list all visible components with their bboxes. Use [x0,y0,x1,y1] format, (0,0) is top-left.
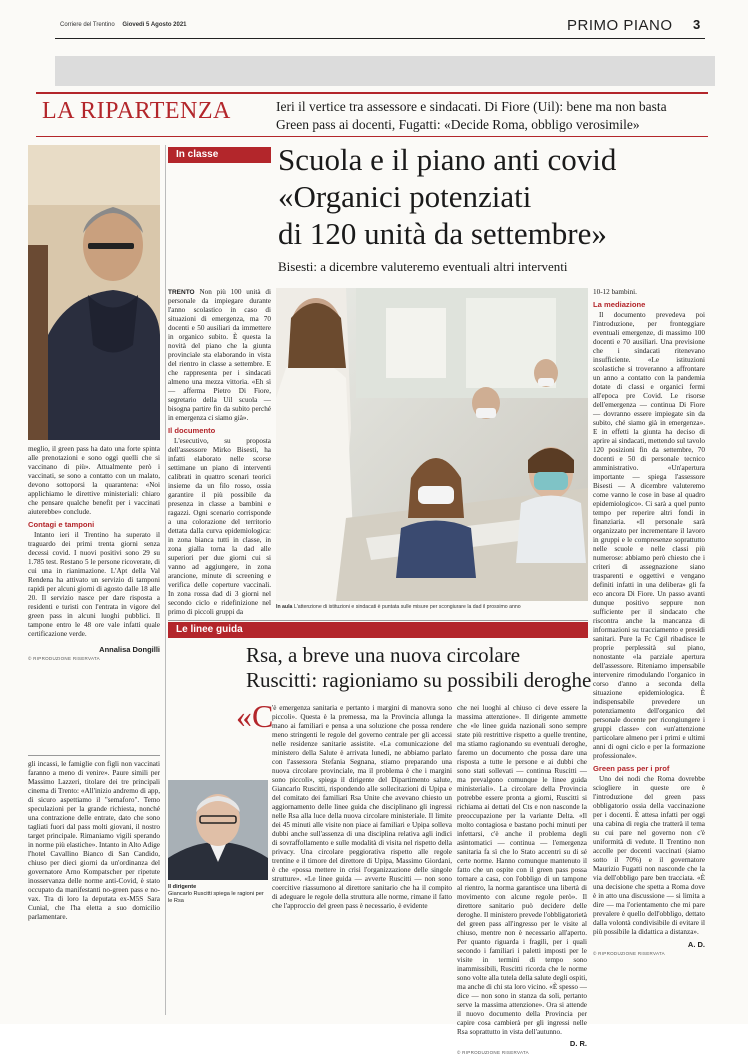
left-col-subhead: Contagi e tamponi [28,520,95,529]
banner-line-1: Ieri il vertice tra assessore e sindacati. Di Fiore (Uil): bene ma non basta [276,99,667,114]
second-article-column-2 [457,704,587,1055]
right-col-top-line: 10-12 bambini. [593,288,637,296]
dateline: TRENTO [168,289,195,296]
second-article-column-1 [272,704,452,1004]
section-tag-in-classe: In classe [168,147,271,163]
second-article-top-rule [168,620,588,621]
main-headline-1: Scuola e il piano anti covid [278,142,617,177]
dropcap: «C [236,698,274,734]
main-headline-2: «Organici potenziati [278,179,532,214]
right-col-copyright: © RIPRODUZIONE RISERVATA [593,951,665,956]
column-divider [165,145,166,1015]
main-headline-3: di 120 unità da settembre» [278,216,607,251]
banner-line-2: Green pass ai docenti, Fugatti: «Decide Roma, obbligo verosimile» [276,117,640,132]
banner [36,92,708,137]
left-col-signature: Annalisa Dongilli [99,645,160,654]
main-col1-paragraph-1: Non più 100 unità di personale da impiegare durante l'anno scolastico in caso di situazioni di emergenza, ma 70 docenti e 50 ausiliari da immettere in organico subito. È questa la novità del piano che la giunta provinciale sta elaborando in vista del rientro in classe a settembre. E che rappresenta per i sindacati almeno una mezza vittoria. «Eh sì — afferma Pietro Di Fiore, segretario della Uil scuola — bisogna partire fin da subito perché in emergenza ci siamo già». [168,288,272,422]
left-col-paragraph-1: meglio, il green pass ha dato una forte spinta alle prenotazioni e sono oggi quelli che si vaccinano di più». Attualmente però i vaccinati, se sono a contatto con un malato, devono sottoporsi la quarantena: «Noi applichiamo le direttive ministeriali: chiaro che pensare qualche benefit per i vaccinati aiuterebbe» conclude. [28,445,160,516]
second-signature: D. R. [569,1039,587,1048]
ruscitti-photo-caption [168,884,268,905]
main-col1-subhead: Il documento [168,426,216,435]
issue-date: Giovedì 5 Agosto 2021 [122,22,187,28]
left-col-copyright: © RIPRODUZIONE RISERVATA [28,656,100,661]
right-col-signature: A. D. [687,940,705,949]
header-rule [55,38,705,39]
left-column-bottom-text [28,760,160,1010]
main-col1-paragraph-2: L'esecutivo, su proposta dell'assessore Mirko Bisesti, ha infatti elaborato nelle scorse settimane un piano di interventi calibrati in quattro scenari teorici insieme da un filo rosso, ossia garantire il più possibile da presenza in classe a bambini e ragazzi. Ogni scenario corrisponde a una colorazione del territorio dettata dalla curva epidemiologica: in zona bianca tutti in classe, in zona gialla torna la dad alle superiori per due giorni cui si vanno ad aggiungere, in zona arancione, minute di screening e verifica delle coperture vaccinali. In zona rossa dad di 3 giorni nel secondo ciclo e ridefinizione nel primo di piccoli gruppi da [168,437,271,616]
classroom-photo-caption [276,603,588,613]
right-col-paragraph-2: Uno dei nodi che Roma dovrebbe sciogliere in queste ore è l'introduzione del green pass obbligatorio ossia della vaccinazione per i docenti. È attesa infatti per oggi una cabina di regia che tratterà il tema su cui pare nel governo non c'è uniformità di vedute. Il Trentino non accolle per docenti vaccinati (siamo sotto il 70%) e il governatore Maurizio Fugatti non nasconde che la via dell'obbligo pare ben tracciata. «È una decisione che spetta a Roma dove è in atto una discussione — si limita a dire — ma l'orientamento che mi pare prevalere è quello dell'obbligo, dettato dalla volontà condivisibile di evitare il più possibile la didattica a distanza». [593,775,705,936]
right-col-subhead-green-pass: Green pass per i prof [593,764,670,773]
masthead: Corriere del Trentino [60,22,115,28]
ruscitti-caption-text: Giancarlo Ruscitti spiega le ragioni per le Rsa [168,891,264,904]
masthead-line [60,22,187,28]
section-tag-linee-guida: Le linee guida [168,622,588,638]
classroom-photo [276,288,588,601]
photo-caption-text: L'attenzione di istituzioni e sindacati è puntata sulle misure per scongiurare la dad il prossimo anno [293,604,521,610]
second-headline-1: Rsa, a breve una nuova circolare [246,643,521,667]
second-headline-2: Ruscitti: ragioniamo su possibili deroghe [246,668,592,692]
main-subtitle: Bisesti: a dicembre valuteremo eventuali altri interventi [278,259,568,274]
page-number: 3 [693,17,701,32]
right-col-subhead-mediazione: La mediazione [593,300,646,309]
main-article-right-column [593,288,705,1014]
banner-kicker: LA RIPARTENZA [42,98,231,124]
person-figure-icon [28,145,160,440]
ruscitti-caption-bold: Il dirigente [168,884,197,890]
photo-caption-bold: In aula [276,604,293,610]
main-article-column-1 [168,288,271,618]
left-column-divider [28,755,160,756]
second-col2-paragraph: che nei luoghi al chiuso ci deve essere la massima attenzione». Il dirigente ammette che «le linee guida nazionali sono sempre state più restrittive rispetto a quelle trentine, ma stiamo ragionando su eventuali deroghe, faremo un documento che possa dare una risposta a tutte le persone e ai dubbi che sono stati sollevati — continua Ruscitti — ma prevalgono comunque le linee guida ministeriali». La circolare della Provincia potrebbe essere pronta a giorni, Ruscitti si richiama ai dettati del Cts e non nasconde la preoccupazione per la variante Delta. «Il molto contagiosa e bastano pochi minuti per infettarsi, c'è anche il problema degli asintomatici — continua — l'emergenza sanitaria fa sì che lo Stato accentri su di sé certe norme. Hanno comunque mantenuto il fatto che un ospite con il green pass possa tornare a casa, con l'obbligo di un tampone al rientro, la norma garantisce una libertà di movimento con alcune regole però». Il direttore sanitario può decidere delle deroghe. Il ministero prevede l'obbligatorietà del green pass all'ingresso per le visite al chiuso, mentre non è necessario all'aperto. Per quanto riguarda i fragili, per i quali secondo i familiari i paletti imposti per le visite in termini di tempo sono inammissibili, Ruscitti ricorda che le norme sono volte alla tutela della salute degli ospiti, ma anche di chi sta loro vicino. «È spesso — dice — non sono in stanza da soli, pertanto serve la massima attenzione». Ora si attende il nuovo documento della Provincia per capire cosa cambierà per gli ingressi nelle Rsa soprattutto in vista dell'autunno. [457,704,587,1036]
second-copyright: © RIPRODUZIONE RISERVATA [457,1050,529,1055]
section-name: PRIMO PIANO [567,17,673,34]
advert-band [55,56,715,86]
right-col-paragraph-1: Il documento prevedeva poi l'introduzione, per fronteggiare eventuali emergenze, di massimo 100 docenti e 70 ausiliari. Una previsione che i sindacati ritenevano insufficiente. «Le istituzioni scolastiche si troveranno a affrontare un anno a contatto con la pandemia dotate di classi e organici fermi all'epoca pre Covid. Le risorse dell'emergenza — continua Di Fiore — dovranno essere impiegate sin da subito, ché siamo già in emergenza». E in effetti la giunta ha deciso di aprire ai sindacati, mettendo sul tavolo 120 posizioni fin da settembre, 70 docenti e 50 di personale tecnico amministrativo. «Un'apertura importante — spiega l'assessore Bisesti — A dicembre valuteremo come vanno le cose in base al quadro epidemiologico». Ci sarà a quel punto tempo per reperire altri fondi in finanziaria. «Il personale sarà organizzato per incrementare il lavoro in gruppi e le compresenze soprattutto nelle scuole e nelle classi più numerose: abbiamo però chiesto che i criteri di assegnazione siano trasparenti e oggettivi e vengano definiti infatti in una delibera» gli fa eco ancora Di Fiore. Un passo avanti dunque positivo seppure non sufficiente per il sindacato che riscontra anche la mancanza di informazioni su tracciamento e presidi sanitari. Pure la Fc Cgil ribadisce le proprie perplessità sul piano, nonostante «la parziale apertura dell'assessore. Riteniamo impensabile intervenire rimodulando l'organico in corso d'anno a seconda della situazione epidemiologica. È indispensabile prevedere un potenziamento dell'organico del personale docente per ricongiungere i gruppi classe» con «un'attenzione particolare almeno per i primi e ultimi anni di ogni ciclo e per la formazione professionale». [593,311,705,760]
classroom-scene-icon [276,288,588,601]
left-column-text [28,445,160,745]
left-col-paragraph-2: Intanto ieri il Trentino ha superato il traguardo dei primi trenta giorni senza decessi covid. I nuovi positivi sono 29 su 1.785 test. Restano 5 le persone ricoverate, di cui una in rianimazione. L'Apt della Val Rendena ha attivato un servizio di tamponi rapidi per alcuni giorni di agosto dalle 18 alle 20. Il servizio nasce per dare risposta a residenti e turisti con l'entrata in vigore del green pass in alcuni luoghi pubblici. Il tampone entro le 48 ore vale infatti quale certificazione verde. [28,531,160,638]
man-portrait-icon [168,780,268,880]
second-col1-paragraph: 'è emergenza sanitaria e pertanto i margini di manovra sono piccoli». Questa è la premessa, ma la Provincia allunga la mano ai familiari e pensa a una soluzione che possa rendere meno stringenti le regole del governo centrale per gli accessi nelle residenze sanitarie assistite. «La comunicazione del ministero della Salute è arrivata lunedì, ne abbiamo parlato con l'assessora Stefania Segnana, stiamo preparando una nuova circolare provinciale, ma il problema è che i margini sono piccoli», spiega il dirigente del Dipartimento salute, Giancarlo Ruscitti, rispondendo alle sollecitazioni di Upipa e del comitato dei familiari Rsa Unite che avevano chiesto un aggiornamento delle linee guida che disciplinano gli ingressi nelle Rsa alla luce della nuova circolare ministeriale. Il limite dei 45 minuti alle visite non piace ai familiari e Upipa solleva dubbi anche sull'assenza di una disciplina relativa agli indici di sovraffollamento e sulle modalità di visita nel rispetto della privacy. Una circolare peggiorativa rispetto alle regole trentine e il timore del direttore di Upipa, Massimo Giordani, è che «possa mettere in crisi l'organizzazione delle singole strutture». «Le linee guida — avverte Ruscitti — non sono coercitive riassumono al direttore sanitario che ha il compito di adeguare le regole della struttura alle norme, rimane il fatto che l'approccio del green pass è necessario, è evidente [272,704,452,910]
ruscitti-photo [168,780,268,880]
portrait-photo-left [28,145,160,440]
left-col-paragraph-3: gli incassi, le famiglie con figli non vaccinati faranno a meno di venire». Paure simili per Massimo Lazzeri, titolare dei tre principali cinema di Trento: «All'inizio andremo di app, di sicuro aspettiamo il "semaforo". Temo speculazioni per la grande richiesta, nonché una contrazione delle entrate, dato che sono tagliati fuori dal pass molti giovani, il nostro target principale. Rimaniamo vigili sperando in norme più elastiche». Intanto in Alto Adige l'hotel Cavallino Bianco di San Candido, chiuso per dieci giorni da un'ordinanza del governatore Arno Kompatscher per ripetute inosservanza delle norme anti-Covid, è stato occupato da manifestanti no-green pass e no-vax. Tra di loro la deputata ex-M5S Sara Cunial, che l'ha eletta a suo domicilio parlamentare. [28,760,160,921]
